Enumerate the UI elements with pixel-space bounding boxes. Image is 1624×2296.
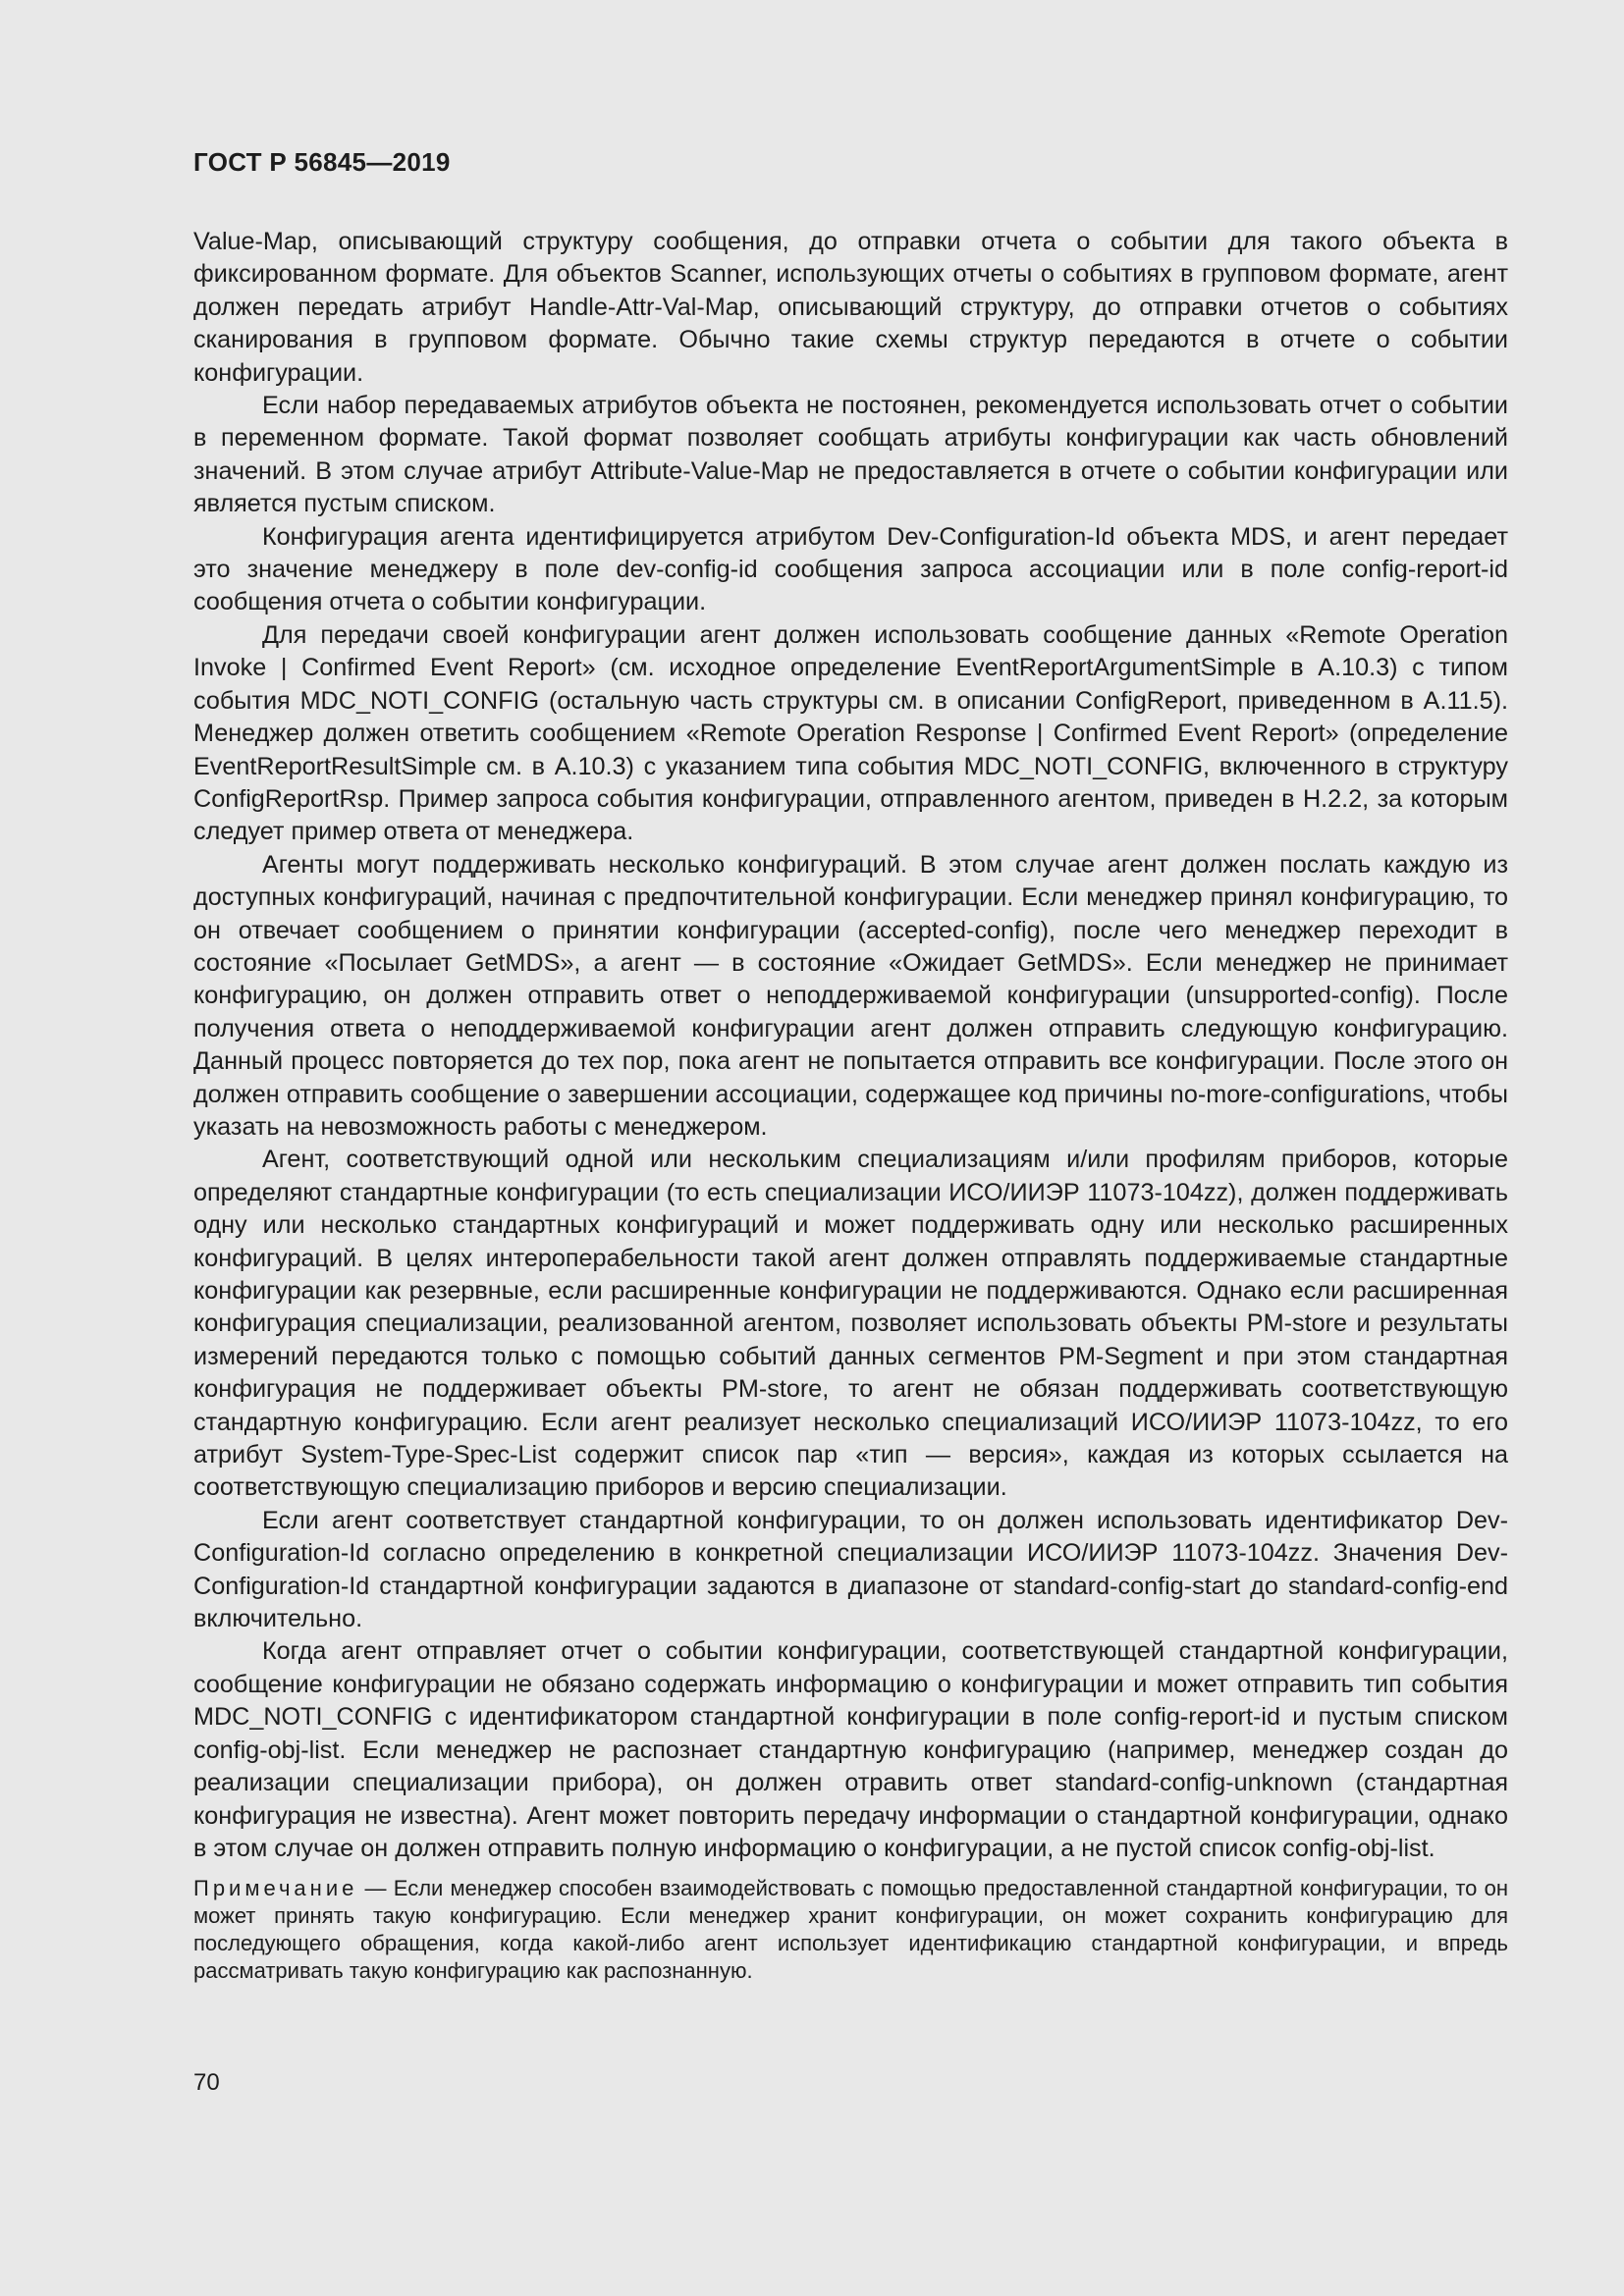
note-text: — Если менеджер способен взаимодействовать с помощью предоставленной стандартной конфигурации, то он может принять такую конфигурацию. Если менеджер хранит конфигурации, он может сохранить конфигурацию для последующего обращения, когда какой-либо агент использует идентификацию стандартной конфигурации, и впредь рассматривать такую конфигурацию как распознанную.	[193, 1876, 1508, 1983]
paragraph-6: Агент, соответствующий одной или нескольким специализациям и/или профилям приборов, которые определяют стандартные конфигурации (то есть специализации ИСО/ИИЭР 11073-104zz), должен поддерживать одну или несколько стандартных конфигураций и может поддерживать одну или несколько расширенных конфигураций. В целях интероперабельности такой агент должен отправлять поддерживаемые стандартные конфигурации как резервные, если расширенные конфигурации не поддерживаются. Однако если расширенная конфигурация специализации, реализованной агентом, позволяет использовать объекты PM-store и результаты измерений передаются только с помощью событий данных сегментов PM-Segment и при этом стандартная конфигурация не поддерживает объекты PM-store, то агент не обязан поддерживать соответствующую стандартную конфигурацию. Если агент реализует несколько специализаций ИСО/ИИЭР 11073-104zz, то его атрибут System-Type-Spec-List содержит список пар «тип — версия», каждая из которых ссылается на соответствующую специализацию приборов и версию специализации.	[193, 1146, 1508, 1502]
page-number: 70	[193, 2069, 220, 2096]
paragraph-8: Когда агент отправляет отчет о событии конфигурации, соответствующей стандартной конфигурации, сообщение конфигурации не обязано содержать информацию о конфигурации и может отправить тип события MDC_NOTI_CONFIG с идентификатором стандартной конфигурации в поле config-report-id и пустым списком config-obj-list. Если менеджер не распознает стандартную конфигурацию (например, менеджер создан до реализации специализации прибора), он должен отравить ответ standard-config-unknown (стандартная конфигурация не известна). Агент может повторить передачу информации о стандартной конфигурации, однако в этом случае он должен отправить полную информацию о конфигурации, а не пустой список config-obj-list.	[193, 1637, 1508, 1862]
paragraph-7: Если агент соответствует стандартной конфигурации, то он должен использовать идентификатор Dev-Configuration-Id согласно определению в конкретной специализации ИСО/ИИЭР 11073-104zz. Значения Dev-Configuration-Id стандартной конфигурации задаются в диапазоне от standard-config-start до standard-config-end включительно.	[193, 1506, 1508, 1633]
paragraph-3: Конфигурация агента идентифицируется атрибутом Dev-Configuration-Id объекта MDS, и агент передает это значение менеджеру в поле dev-config-id сообщения запроса ассоциации или в поле config-report-id сообщения отчета о событии конфигурации.	[193, 522, 1508, 616]
document-header: ГОСТ Р 56845—2019	[193, 147, 451, 177]
paragraph-2: Если набор передаваемых атрибутов объекта не постоянен, рекомендуется использовать отчет о событии в переменном формате. Такой формат позволяет сообщать атрибуты конфигурации как часть обновлений значений. В этом случае атрибут Attribute-Value-Map не предоставляется в отчете о событии конфигурации или является пустым списком.	[193, 392, 1508, 518]
paragraph-5: Агенты могут поддерживать несколько конфигураций. В этом случае агент должен послать каждую из доступных конфигураций, начиная с предпочтительной конфигурации. Если менеджер принял конфигурацию, то он отвечает сообщением о принятии конфигурации (accepted-config), после чего менеджер переходит в состояние «Посылает GetMDS», а агент — в состояние «Ожидает GetMDS». Если менеджер не принимает конфигурацию, он должен отправить ответ о неподдерживаемой конфигурации (unsupported-config). После получения ответа о неподдерживаемой конфигурации агент должен отправить следующую конфигурацию. Данный процесс повторяется до тех пор, пока агент не попытается отправить все конфигурации. После этого он должен отправить сообщение о завершении ассоциации, содержащее код причины no-more-configurations, чтобы указать на невозможность работы с менеджером.	[193, 850, 1508, 1141]
note-label: Примечание	[193, 1876, 358, 1901]
note	[193, 1875, 1508, 1984]
document-body	[193, 226, 1508, 1985]
paragraph-4: Для передачи своей конфигурации агент должен использовать сообщение данных «Remote Operation Invoke | Confirmed Event Report» (см. исходное определение EventReportArgumentSimple в А.10.3) с типом события MDC_NOTI_CONFIG (остальную часть структуры см. в описании ConfigReport, приведенном в А.11.5). Менеджер должен ответить сообщением «Remote Operation Response | Confirmed Event Report» (определение EventReportResultSimple см. в А.10.3) с указанием типа события MDC_NOTI_CONFIG, включенного в структуру ConfigReportRsp. Пример запроса события конфигурации, отправленного агентом, приведен в Н.2.2, за которым следует пример ответа от менеджера.	[193, 620, 1508, 846]
paragraph-1: Value-Map, описывающий структуру сообщения, до отправки отчета о событии для такого объекта в фиксированном формате. Для объектов Scanner, использующих отчеты о событиях в групповом формате, агент должен передать атрибут Handle-Attr-Val-Map, описывающий структуру, до отправки отчетов о событиях сканирования в групповом формате. Обычно такие схемы структур передаются в отчете о событии конфигурации.	[193, 228, 1508, 387]
